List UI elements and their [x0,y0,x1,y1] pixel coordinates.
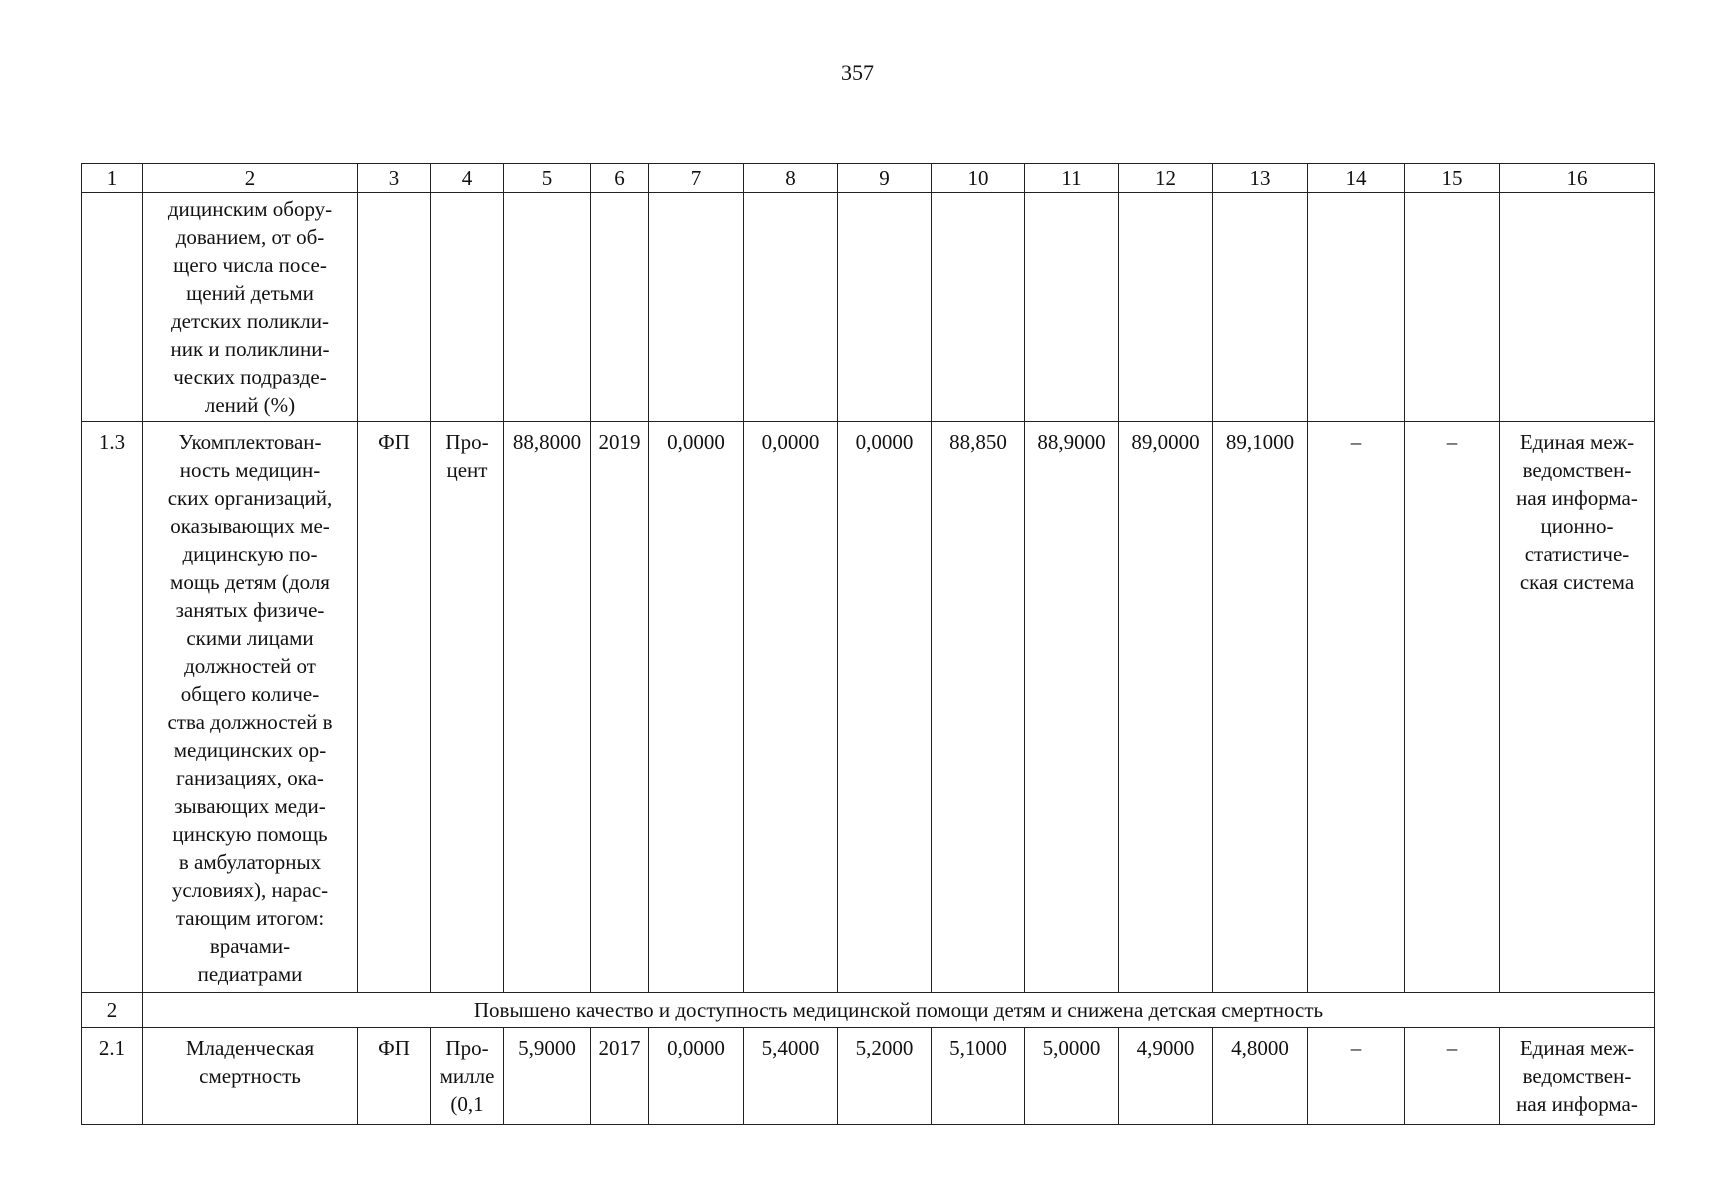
value-cell: 5,2000 [838,1028,932,1125]
table-cell [1308,193,1405,422]
base-value-cell: 5,9000 [504,1028,591,1125]
column-header: 2 [143,164,358,193]
value-cell: 4,8000 [1213,1028,1308,1125]
section-row-2 [82,993,1655,1028]
value-cell: – [1308,422,1405,993]
table-cell [1119,193,1213,422]
value-cell: 4,9000 [1119,1028,1213,1125]
value-cell: 0,0000 [744,422,838,993]
value-cell: 89,1000 [1213,422,1308,993]
table-cell [504,193,591,422]
table-cell [1025,193,1119,422]
column-header: 5 [504,164,591,193]
section-title: Повышено качество и доступность медицинской помощи детям и снижена детская смертность [143,993,1655,1028]
table-row-1-3 [82,422,1655,993]
column-header: 9 [838,164,932,193]
value-cell: 0,0000 [838,422,932,993]
value-cell: 89,0000 [1119,422,1213,993]
column-header: 4 [431,164,504,193]
table-cell [431,193,504,422]
base-year-cell: 2019 [591,422,649,993]
indicator-name-cell: Младенческая смертность [143,1028,358,1125]
value-cell: 88,9000 [1025,422,1119,993]
table-cell [358,193,431,422]
table-cell [932,193,1025,422]
value-cell: – [1405,422,1500,993]
table-cell [649,193,744,422]
row-number-cell: 2 [82,993,143,1028]
table-cell [838,193,932,422]
column-number-row [82,164,1655,193]
unit-cell: Про- милле (0,1 [431,1028,504,1125]
table-row-continuation [82,193,1655,422]
column-header: 14 [1308,164,1405,193]
indicators-table [81,163,1655,1125]
value-cell: – [1405,1028,1500,1125]
unit-cell: Про- цент [431,422,504,993]
column-header: 7 [649,164,744,193]
table-cell [1500,193,1655,422]
row-number-cell: 1.3 [82,422,143,993]
indicator-level-cell: ФП [358,422,431,993]
row-number-cell: 2.1 [82,1028,143,1125]
value-cell: 5,1000 [932,1028,1025,1125]
value-cell: 0,0000 [649,1028,744,1125]
column-header: 1 [82,164,143,193]
information-system-cell: Единая меж- ведомствен- ная информа- [1500,1028,1655,1125]
information-system-cell: Единая меж- ведомствен- ная информа- ционно- статистиче- ская система [1500,422,1655,993]
value-cell: 5,4000 [744,1028,838,1125]
value-cell: 5,0000 [1025,1028,1119,1125]
indicator-level-cell: ФП [358,1028,431,1125]
indicator-name-cell: дицинским обору- дованием, от об- щего числа посе- щений детьми детских поликли- ник и поликлини- ческих подразде- лений (%) [143,193,358,422]
column-header: 11 [1025,164,1119,193]
column-header: 15 [1405,164,1500,193]
page-number: 357 [841,60,874,85]
column-header: 12 [1119,164,1213,193]
table-cell [82,193,143,422]
value-cell: – [1308,1028,1405,1125]
table-row-2-1 [82,1028,1655,1125]
table-cell [1213,193,1308,422]
table-cell [1405,193,1500,422]
column-header: 16 [1500,164,1655,193]
base-year-cell: 2017 [591,1028,649,1125]
table-cell [744,193,838,422]
column-header: 6 [591,164,649,193]
column-header: 8 [744,164,838,193]
table-cell [591,193,649,422]
value-cell: 88,850 [932,422,1025,993]
value-cell: 0,0000 [649,422,744,993]
column-header: 10 [932,164,1025,193]
column-header: 13 [1213,164,1308,193]
indicator-name-cell: Укомплектован- ность медицин- ских организаций, оказывающих ме- дицинскую по- мощь детям (доля занятых физиче- скими лицами должностей от общего количе- ства должностей в медицинских ор- ганизациях, ока- зывающих меди- цинскую помощь в амбулаторных условиях), нарас- тающим итогом: врачами- педиатрами [143,422,358,993]
column-header: 3 [358,164,431,193]
base-value-cell: 88,8000 [504,422,591,993]
